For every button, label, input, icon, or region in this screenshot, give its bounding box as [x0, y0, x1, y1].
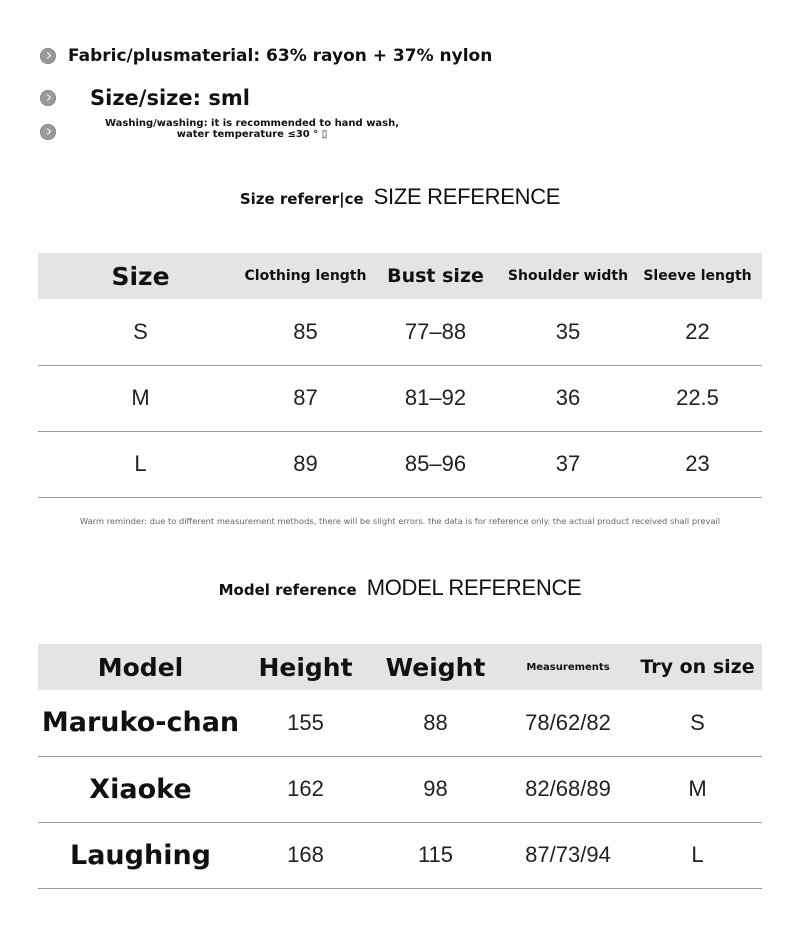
model-reference-heading-big: MODEL REFERENCE	[366, 575, 582, 600]
table-row	[38, 690, 762, 756]
column-header-model: Model	[38, 644, 243, 690]
model-reference-heading	[0, 575, 800, 601]
column-header-height: Height	[243, 644, 368, 690]
column-header-size: Size	[38, 253, 243, 299]
measurements-cell: 87/73/94	[503, 822, 633, 888]
spec-size-text: Size/size: sml	[90, 86, 250, 110]
model-name-cell: Laughing	[38, 822, 243, 888]
try-on-size-cell: S	[633, 690, 762, 756]
table-row	[38, 756, 762, 822]
spec-size	[40, 86, 250, 110]
column-header-try-on-size: Try on size	[633, 644, 762, 690]
table-row	[38, 822, 762, 888]
bust-size-cell: 77–88	[368, 299, 503, 365]
size-reference-heading-big: SIZE REFERENCE	[373, 184, 561, 209]
column-header-bust-size: Bust size	[368, 253, 503, 299]
spec-fabric-text: Fabric/plusmaterial: 63% rayon + 37% nylon	[68, 46, 493, 66]
sleeve-length-cell: 23	[633, 431, 762, 497]
height-cell: 168	[243, 822, 368, 888]
model-table-header	[38, 644, 762, 690]
size-reference-heading-small: Size referer|ce	[239, 190, 364, 208]
size-cell: L	[38, 431, 243, 497]
column-header-clothing-length: Clothing length	[243, 253, 368, 299]
size-table	[38, 253, 762, 498]
sleeve-length-cell: 22.5	[633, 365, 762, 431]
measurements-cell: 82/68/89	[503, 756, 633, 822]
sleeve-length-cell: 22	[633, 299, 762, 365]
table-row	[38, 431, 762, 497]
model-table	[38, 644, 762, 889]
try-on-size-cell: M	[633, 756, 762, 822]
clothing-length-cell: 89	[243, 431, 368, 497]
warm-reminder: Warm reminder: due to different measurement methods, there will be slight errors. the data is for reference only. the actual product received shall prevail	[79, 516, 721, 526]
shoulder-width-cell: 37	[503, 431, 633, 497]
shoulder-width-cell: 36	[503, 365, 633, 431]
size-table-header	[38, 253, 762, 299]
measurements-cell: 78/62/82	[503, 690, 633, 756]
column-header-measurements: Measurements	[503, 644, 633, 690]
height-cell: 155	[243, 690, 368, 756]
column-header-shoulder-width: Shoulder width	[503, 253, 633, 299]
chevron-right-circle-icon	[40, 124, 56, 140]
chevron-right-circle-icon	[40, 90, 56, 106]
chevron-right-circle-icon	[40, 48, 56, 64]
weight-cell: 88	[368, 690, 503, 756]
table-row	[38, 365, 762, 431]
column-header-sleeve-length: Sleeve length	[633, 253, 762, 299]
spec-washing-text: Washing/washing: it is recommended to hand wash, water temperature ≤30 ° ▯	[104, 118, 400, 140]
weight-cell: 115	[368, 822, 503, 888]
clothing-length-cell: 85	[243, 299, 368, 365]
model-name-cell: Xiaoke	[38, 756, 243, 822]
spec-fabric	[40, 46, 492, 66]
size-cell: S	[38, 299, 243, 365]
try-on-size-cell: L	[633, 822, 762, 888]
bust-size-cell: 85–96	[368, 431, 503, 497]
weight-cell: 98	[368, 756, 503, 822]
height-cell: 162	[243, 756, 368, 822]
model-reference-heading-small: Model reference	[218, 581, 357, 599]
column-header-weight: Weight	[368, 644, 503, 690]
size-cell: M	[38, 365, 243, 431]
model-name-cell: Maruko-chan	[38, 690, 243, 756]
spec-washing	[40, 118, 417, 140]
size-reference-heading	[0, 184, 800, 210]
clothing-length-cell: 87	[243, 365, 368, 431]
bust-size-cell: 81–92	[368, 365, 503, 431]
table-row	[38, 299, 762, 365]
shoulder-width-cell: 35	[503, 299, 633, 365]
